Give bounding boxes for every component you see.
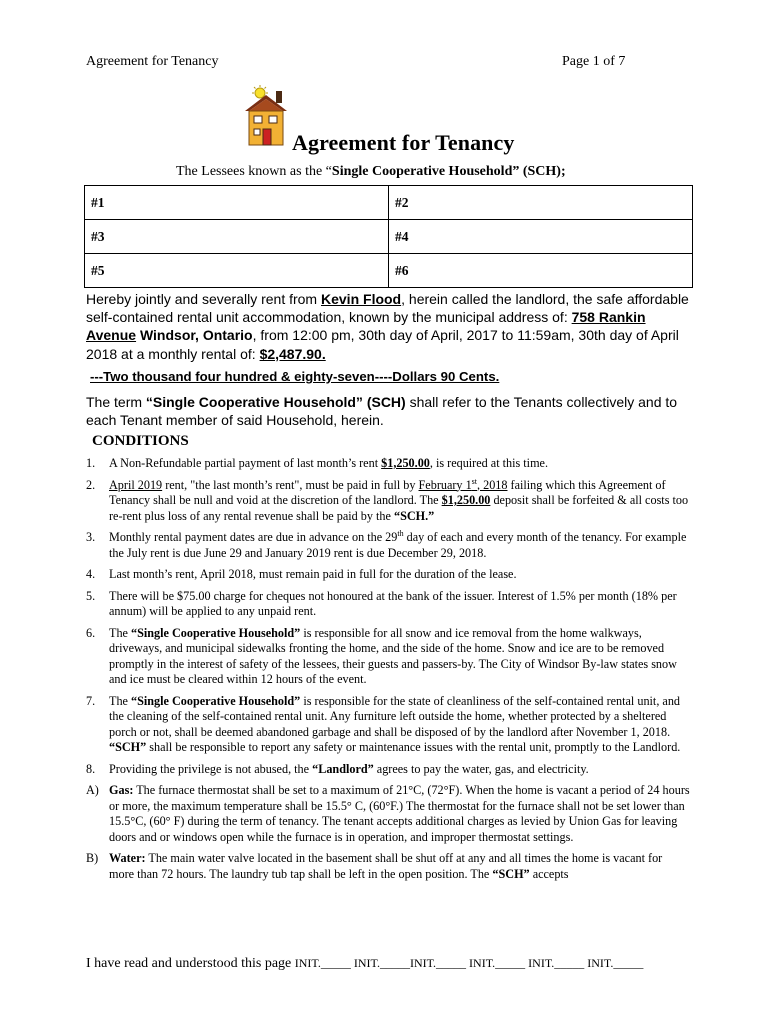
- lessee-cell-6[interactable]: #6: [389, 254, 693, 288]
- condition-4: 4. Last month’s rent, April 2018, must remain paid in full for the duration of the lease.: [86, 567, 517, 581]
- lessee-cell-5[interactable]: #5: [85, 254, 389, 288]
- condition-5: 5. There will be $75.00 charge for cheques not honoured at the bank of the issuer. Interest of 1.5% per month (18% per annum) will be applied to any unpaid rent.: [86, 588, 677, 618]
- rental-paragraph: Hereby jointly and severally rent from Kevin Flood, herein called the landlord, the safe affordable self-contained rental unit accommodation, known by the municipal address of: 758 Rankin Avenue Windsor, Ontario, from 12:00 pm, 30th day of April, 2017 to 11:59am, 30th day of April 2018 at a monthly rental of: $2,487.90.: [86, 291, 689, 362]
- condition-b-water: B) Water: The main water valve located in the basement shall be shut off at any and all times the home is vacant for more than 72 hours. The laundry tub tap shall be left in the open position. The “SCH” accepts: [86, 851, 663, 881]
- lessee-cell-2[interactable]: #2: [389, 186, 693, 220]
- condition-6: 6. The “Single Cooperative Household” is responsible for all snow and ice removal from the home walkways, driveways, and municipal sidewalks fronting the home, and the side of the home. Snow and ice are to be removed promptly in the interest of safety of the lessees, their guests and passers-by. The City of Windsor By-law states snow and ice must be cleared within 12 hours of the event.: [86, 625, 677, 686]
- lessees-subtitle: The Lessees known as the “Single Cooperative Household” (SCH);: [176, 164, 566, 179]
- rent-amount-in-words: ---Two thousand four hundred & eighty-seven----Dollars 90 Cents.: [90, 369, 500, 384]
- condition-7: 7. The “Single Cooperative Household” is responsible for the state of cleanliness of the self-contained rental unit, and the cleaning of the self-contained rental unit. Any furniture left outside the home, whether protected by a sheltered porch or not, shall be deemed abandoned garbage and shall be disposed of by the landlord after November 1, 2018. “SCH” shall be responsible to report any safety or maintenance issues with the rental unit, promptly to the Landlord.: [86, 693, 681, 754]
- landlord-name: Kevin Flood: [321, 291, 402, 307]
- initials-fields[interactable]: INIT._____ INIT._____INIT._____ INIT._____ INIT._____ INIT._____: [294, 956, 644, 970]
- lessee-cell-1[interactable]: #1: [85, 186, 389, 220]
- rental-address: 758 Rankin Avenue: [86, 309, 646, 344]
- lessee-cell-4[interactable]: #4: [389, 220, 693, 254]
- table-row: [85, 254, 693, 288]
- initials-footer: I have read and understood this page INIT._____ INIT._____INIT._____ INIT._____ INIT._____ INIT._____: [86, 956, 644, 971]
- condition-1: 1. A Non-Refundable partial payment of last month’s rent $1,250.00, is required at this time.: [86, 456, 549, 470]
- monthly-rent: $2,487.90.: [259, 345, 326, 362]
- table-row: [85, 186, 693, 220]
- conditions-heading: CONDITIONS: [92, 433, 189, 449]
- lessee-cell-3[interactable]: #3: [85, 220, 389, 254]
- conditions-list: [86, 456, 690, 888]
- table-row: [85, 220, 693, 254]
- lessees-table: [84, 185, 693, 288]
- condition-8: 8. Providing the privilege is not abused, the “Landlord” agrees to pay the water, gas, and electricity.: [86, 761, 589, 776]
- condition-3: 3. Monthly rental payment dates are due in advance on the 29th day of each and every month of the tenancy. For example the July rent is due June 29 and January 2019 rent is due December 29, 2018.: [86, 528, 687, 560]
- condition-2: 2. April 2019 rent, "the last month’s rent", must be paid in full by February 1st, 2018 failing which this Agreement of Tenancy shall be null and void at the discretion of the landlord. The $1,250.00 deposit shall be forfeited & all costs too re-rent plus loss of any rental revenue shall be paid by the “SCH.”: [86, 476, 689, 523]
- header-title: Agreement for Tenancy: [86, 54, 219, 69]
- house-clipart-icon: [243, 85, 289, 147]
- term-definition-paragraph: The term “Single Cooperative Household” (SCH) shall refer to the Tenants collectively and to each Tenant member of said Household, herein.: [86, 394, 678, 429]
- document-title: Agreement for Tenancy: [292, 130, 515, 155]
- condition-a-gas: A) Gas: The furnace thermostat shall be set to a maximum of 21°C, (72°F). When the home is vacant a period of 24 hours or more, the maximum temperature shall be 15.5° C, (60°F.) The thermostat for the furnace shall not be set lower than 15.5°C, (60° F) during the term of tenancy. The tenant accepts additional charges as levied by Union Gas for leaving doors and or windows open while the furnace is in operation, and improper thermostat settings.: [86, 783, 690, 844]
- page-number: Page 1 of 7: [562, 54, 626, 69]
